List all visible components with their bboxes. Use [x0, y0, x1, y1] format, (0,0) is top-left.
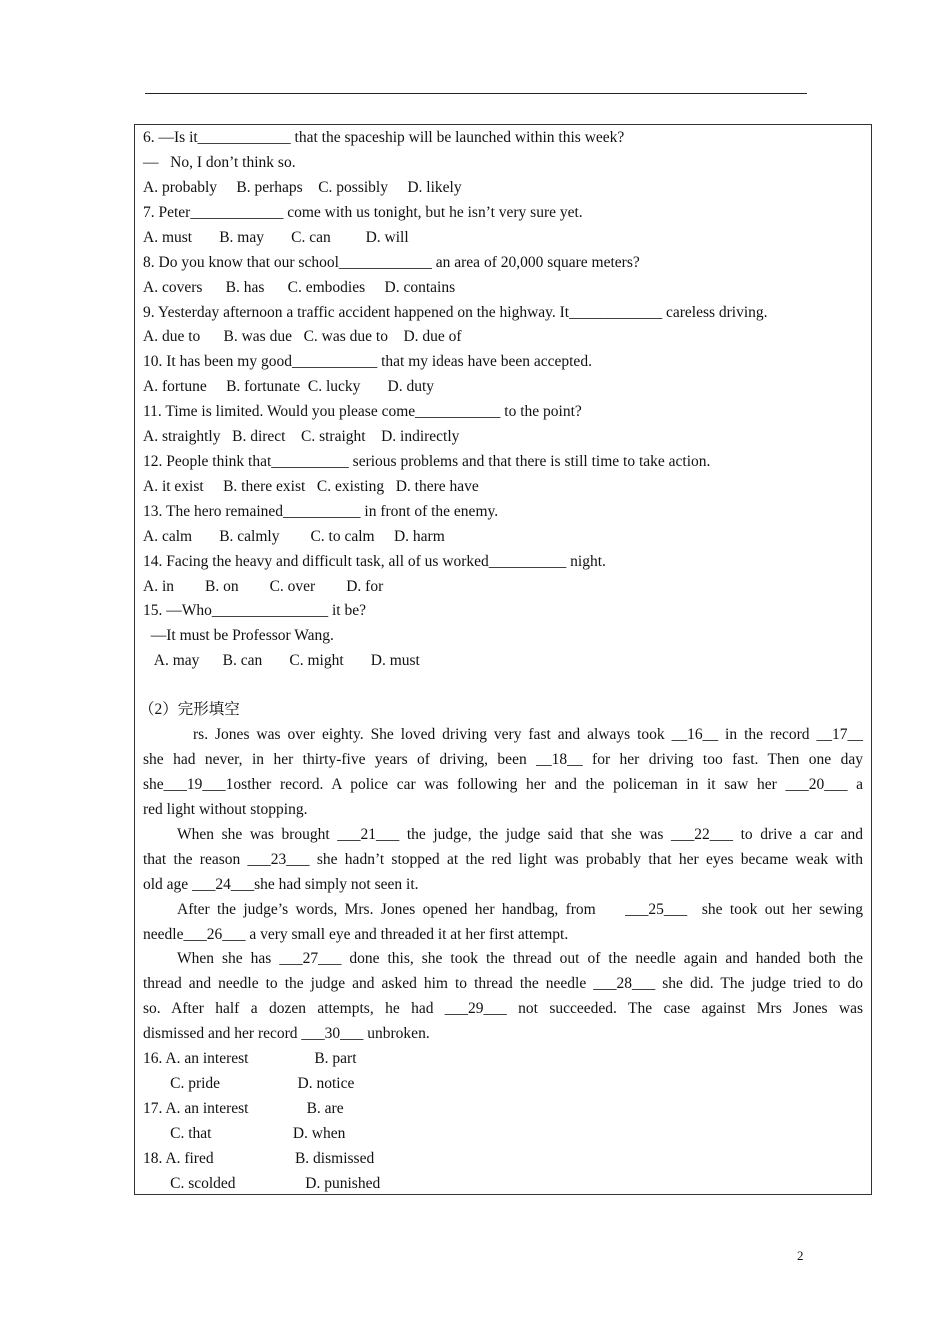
question-15-answer: —It must be Professor Wang. [143, 627, 334, 644]
question-6-options: A. probably B. perhaps C. possibly D. likely [143, 179, 462, 196]
question-6-stem: 6. —Is it____________ that the spaceship will be launched within this week? [143, 129, 625, 146]
passage-paragraph-4 [143, 947, 863, 1047]
passage-line: red light without stopping. [143, 800, 308, 818]
question-7-options: A. must B. may C. can D. will [143, 229, 409, 246]
question-8-stem: 8. Do you know that our school____________ an area of 20,000 square meters? [143, 254, 640, 271]
question-10-options: A. fortune B. fortunate C. lucky D. duty [143, 378, 435, 395]
question-9-options: A. due to B. was due C. was due to D. due of [143, 328, 462, 345]
question-10-stem: 10. It has been my good___________ that my ideas have been accepted. [143, 353, 592, 370]
question-15-stem: 15. —Who_______________ it be? [143, 602, 367, 619]
passage-line: so. After half a dozen attempts, he had ___29___ not succeeded. The case against Mrs Jones was [143, 999, 863, 1017]
question-13-stem: 13. The hero remained__________ in front of the enemy. [143, 503, 499, 520]
question-14-stem: 14. Facing the heavy and difficult task, all of us worked__________ night. [143, 553, 606, 570]
passage-line: she___19___1osther record. A police car was following her and the policeman in it saw her ___20___ a [143, 775, 863, 793]
passage-line: thread and needle to the judge and asked him to thread the needle ___28___ she did. The judge tried to do [143, 974, 863, 992]
passage-line: she had never, in her thirty-five years of driving, been __18__ for her driving too fast. Then one day [143, 750, 863, 768]
choice-17-row-2: C. that D. when [143, 1125, 346, 1142]
question-12-options: A. it exist B. there exist C. existing D. there have [143, 478, 479, 495]
passage-line: needle___26___ a very small eye and threaded it at her first attempt. [143, 925, 569, 943]
passage-paragraph-2 [143, 823, 863, 898]
passage-line: that the reason ___23___ she hadn’t stopped at the red light was probably that her eyes became weak with [143, 850, 863, 868]
question-8-options: A. covers B. has C. embodies D. contains [143, 279, 456, 296]
choice-16-row-2: C. pride D. notice [143, 1075, 355, 1092]
question-7-stem: 7. Peter____________ come with us tonight, but he isn’t very sure yet. [143, 204, 583, 221]
passage-line: When she was brought ___21___ the judge, the judge said that she was ___22___ to drive a car and [177, 826, 863, 843]
passage-line: After the judge’s words, Mrs. Jones opened her handbag, from ___25___ she took out her sewing [177, 901, 863, 918]
question-11-stem: 11. Time is limited. Would you please come___________ to the point? [143, 403, 582, 420]
passage-paragraph-3 [143, 898, 863, 948]
passage-line: When she has ___27___ done this, she took the thread out of the needle again and handed both the [177, 950, 863, 967]
question-6-answer: — No, I don’t think so. [143, 154, 296, 171]
choice-18-row-1: 18. A. fired B. dismissed [143, 1150, 375, 1167]
section-title: （2）完形填空 [139, 701, 240, 718]
question-11-options: A. straightly B. direct C. straight D. indirectly [143, 428, 460, 445]
passage-line: dismissed and her record ___30___ unbroken. [143, 1024, 430, 1042]
question-9-stem: 9. Yesterday afternoon a traffic accident happened on the highway. It____________ careless driving. [143, 304, 768, 321]
question-12-stem: 12. People think that__________ serious problems and that there is still time to take action. [143, 453, 711, 470]
choice-16-row-1: 16. A. an interest B. part [143, 1050, 357, 1067]
question-14-options: A. in B. on C. over D. for [143, 578, 384, 595]
passage-line: old age ___24___she had simply not seen it. [143, 875, 419, 893]
question-15-options: A. may B. can C. might D. must [143, 652, 420, 669]
choice-17-row-1: 17. A. an interest B. are [143, 1100, 344, 1117]
question-13-options: A. calm B. calmly C. to calm D. harm [143, 528, 445, 545]
header-rule [145, 93, 807, 94]
choice-18-row-2: C. scolded D. punished [143, 1175, 381, 1192]
page-number: 2 [797, 1248, 804, 1263]
passage-paragraph-1 [143, 723, 863, 823]
passage-line: rs. Jones was over eighty. She loved driving very fast and always took __16__ in the record __17__ [193, 726, 863, 743]
